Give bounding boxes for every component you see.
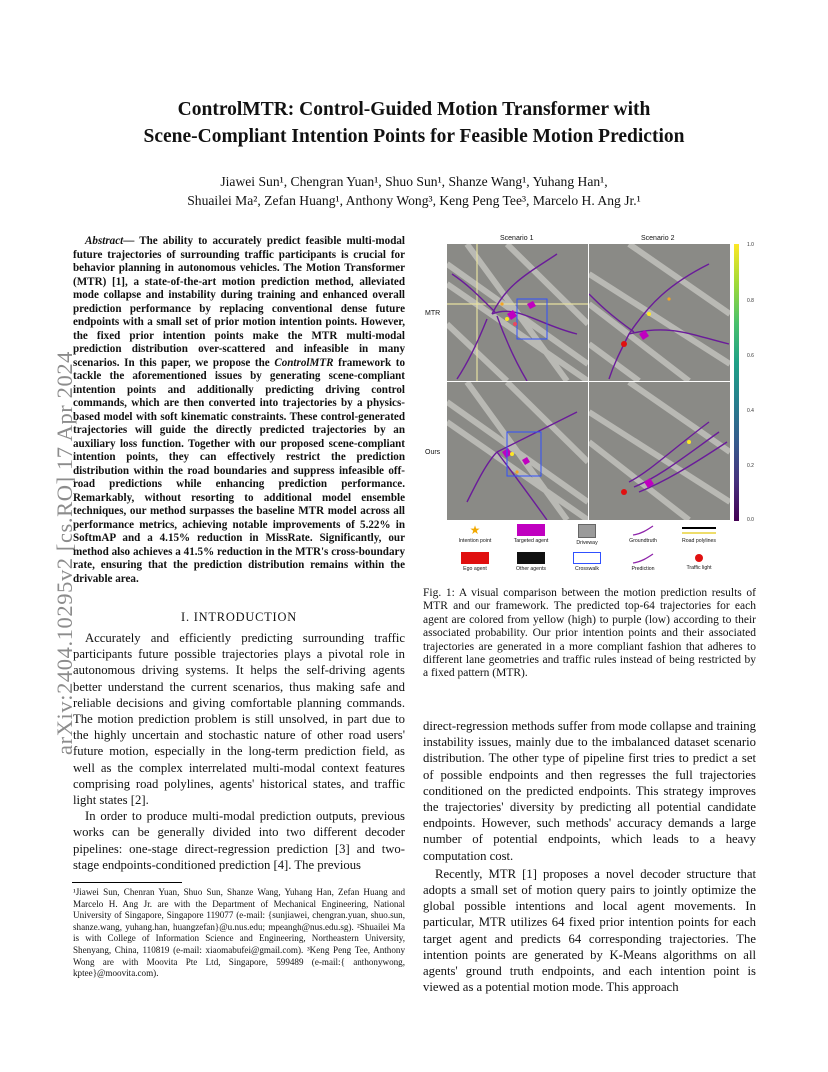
colorbar-tick: 0.0 [747,517,754,523]
star-icon: ★ [469,523,481,537]
intro-paragraph-1: Accurately and efficiently predicting surrounding traffic participants future possible trajectories plays a pivotal role in autonomous driving systems. It helps the self-driving agents better understand the current scenarios, thus making safe and reliable decisions and giving comfortable planning commands. The motion prediction problem is still unsolved, in part due to the highly uncertain and stochastic nature of other road users' future motion, especially in the long-term prediction field, as well as the complex interrelated multi-modal context features comprising road polylines, agents' historical states, and traffic light states [2]. [73,631,405,808]
scenario-1-label: Scenario 1 [500,235,534,242]
traffic-light-dot-icon [695,554,703,562]
section-heading: I. INTRODUCTION [181,610,297,624]
right-body [423,718,756,995]
intro-paragraph-2: In order to produce multi-modal prediction outputs, previous works can be generally divided into two different decoder pipelines: one-stage direct-regression prediction [3] and two-stage endpoints-conditioned prediction [4]. The previous [73,809,405,872]
colorbar-tick: 0.2 [747,463,754,469]
road-polyline-icon [682,524,716,536]
arxiv-sidebar [14,285,77,755]
row-label-ours: Ours [425,449,441,456]
driveway-swatch [578,524,596,538]
targeted-agent-swatch [517,524,545,536]
legend-ego-agent: Ego agent [447,552,503,572]
groundtruth-curve-icon [631,524,655,536]
crosswalk-swatch [573,552,601,564]
author-list [0,172,828,210]
abstract-emph: ControlMTR [274,356,334,369]
figure-legend [447,522,727,578]
title-line-2: Scene-Compliant Intention Points for Feasible Motion Prediction [143,126,685,147]
prediction-curve-icon [631,552,655,564]
authors-line-2: Shuailei Ma², Zefan Huang¹, Anthony Wong³, Keng Peng Tee³, Marcelo H. Ang Jr.¹ [187,193,641,208]
paper-title [0,96,828,150]
colorbar-tick: 0.8 [747,298,754,304]
figure-1 [423,232,761,582]
legend-road-polylines: Road polylines [671,524,727,544]
abstract-label: Abstract [85,235,124,247]
panel-mtr-scenario-2 [589,244,730,381]
panel-ours-scenario-1 [447,382,588,520]
legend-other-agents: Other agents [503,552,559,572]
title-line-1: ControlMTR: Control-Guided Motion Transformer with [177,99,651,120]
legend-prediction: Prediction [615,552,671,572]
legend-crosswalk: Crosswalk [559,552,615,572]
abstract-text-a: — The ability to accurately predict feasible multi-modal future trajectories of surrounding traffic participants is crucial for behavior planning in autonomous vehicles. The Motion Transformer (MTR) [1], a state-of-the-art motion prediction method, alleviated mode collapse and instability during training and enhanced overall prediction performance by replacing conventional dense future endpoints with a small set of prior motion intention points. However, the fixed prior intention points make the MTR multi-modal prediction distribution over-scattered and infeasible in many scenarios. In this paper, we propose the [73,235,405,369]
legend-groundtruth: Groundtruth [615,524,671,544]
right-paragraph-2: Recently, MTR [1] proposes a novel decoder structure that adopts a small set of motion query pairs to jointly optimize the global possible intentions and local agent movements. In particular, MTR utilizes 64 fixed prior intention points for each target agent and predicts 64 corresponding trajectories. The intention points are generated by K-Means algorithms on all agents' ground truth endpoints, and each intention point is viewed as a potential motion mode. This approach [423,866,756,995]
row-label-mtr: MTR [425,310,441,317]
scene-plot [447,244,588,381]
colorbar-tick: 1.0 [747,242,754,248]
panel-ours-scenario-2 [589,382,730,520]
colorbar-tick: 0.6 [747,353,754,359]
arxiv-id: arXiv:2404.10295v2 [cs.RO] 17 Apr 2024 [52,350,77,755]
panel-mtr-scenario-1 [447,244,588,381]
legend-intention-point: ★ Intention point [458,523,492,544]
legend-traffic-light: Traffic light [671,552,727,571]
scene-plot [589,244,730,381]
colorbar-tick: 0.4 [747,408,754,414]
intro-body [73,630,405,873]
other-agents-swatch [517,552,545,564]
legend-driveway: Driveway [559,524,615,546]
scene-plot [447,382,588,520]
authors-line-1: Jiawei Sun¹, Chengran Yuan¹, Shuo Sun¹, Shanze Wang¹, Yuhang Han¹, [220,174,608,189]
legend-targeted-agent: Targeted agent [503,524,559,544]
abstract [73,235,405,586]
ego-agent-swatch [461,552,489,564]
scene-plot [589,382,730,520]
scenario-2-label: Scenario 2 [641,235,675,242]
colorbar [734,244,739,521]
right-paragraph-1: direct-regression methods suffer from mode collapse and training instability issues, mainly due to the imbalanced dataset scenario distribution. The other type of pipeline first tries to predict a set of possible endpoints and then regresses the full trajectories conditioned on the predicted endpoints. This strategy improves the trajectories' diversity by predicting all potential candidate endpoints. However, such methods' accuracy demands a large number of potential endpoints, which leads to a heavy computation cost. [423,719,756,863]
figure-caption: Fig. 1: A visual comparison between the motion prediction results of MTR and our framework. The predicted top-64 trajectories for each agent are colored from yellow (high) to purple (low) according to their associated probability. Our prior intention points and their associated trajectories are generated in a more compliant fashion that adheres to different lane geometries and traffic rules instead of being restricted by a fixed pattern (MTR). [423,587,756,680]
abstract-text-b: framework to tackle the aforementioned issues by generating scene-compliant intention points and additionally predicting driving control commands, which are then converted into trajectories by a physics-based model with soft kinematic constraints. These control-generated trajectories will guide the directly predicted trajectories by an auxiliary loss function. Together with our proposed scene-compliant intention points, they can effectively restrict the prediction distribution within the road boundaries and suppress infeasible off-road predictions while enhancing prediction performance. Remarkably, without resorting to additional model ensemble techniques, our method surpasses the baseline MTR model across all performance metrics, achieving notable improvements of 5.22% in SoftmAP and a 4.15% reduction in MissRate. Significantly, our method also achieves a 41.5% reduction in the MTR's cross-boundary rate, ensuring that the prediction distribution remains within the drivable area. [73,356,405,585]
footnote: ¹Jiawei Sun, Chenran Yuan, Shuo Sun, Shanze Wang, Yuhang Han, Zefan Huang and Marcelo H. Ang Jr. are with the Department of Mechanical Engineering, National University of Singapore, Singapore 119077 (e-mail: {sunjiawei, chengran.yuan, shuo.sun, shanze.wang, yuhang.han, huangzefan}@u.nus.edu; mpeangh@nus.edu.sg). ²Shuailei Ma is with College of Information Science and Engineering, Northeastern University, Shenyang, China, 110819 (e-mail: xiaomabufei@gmail.com). ³Keng Peng Tee, Anthony Wong are with Moovita Pte Ltd, Singapore, 599489 (e-mail:{ anthonywong, kptee}@moovita.com). [73,882,405,980]
